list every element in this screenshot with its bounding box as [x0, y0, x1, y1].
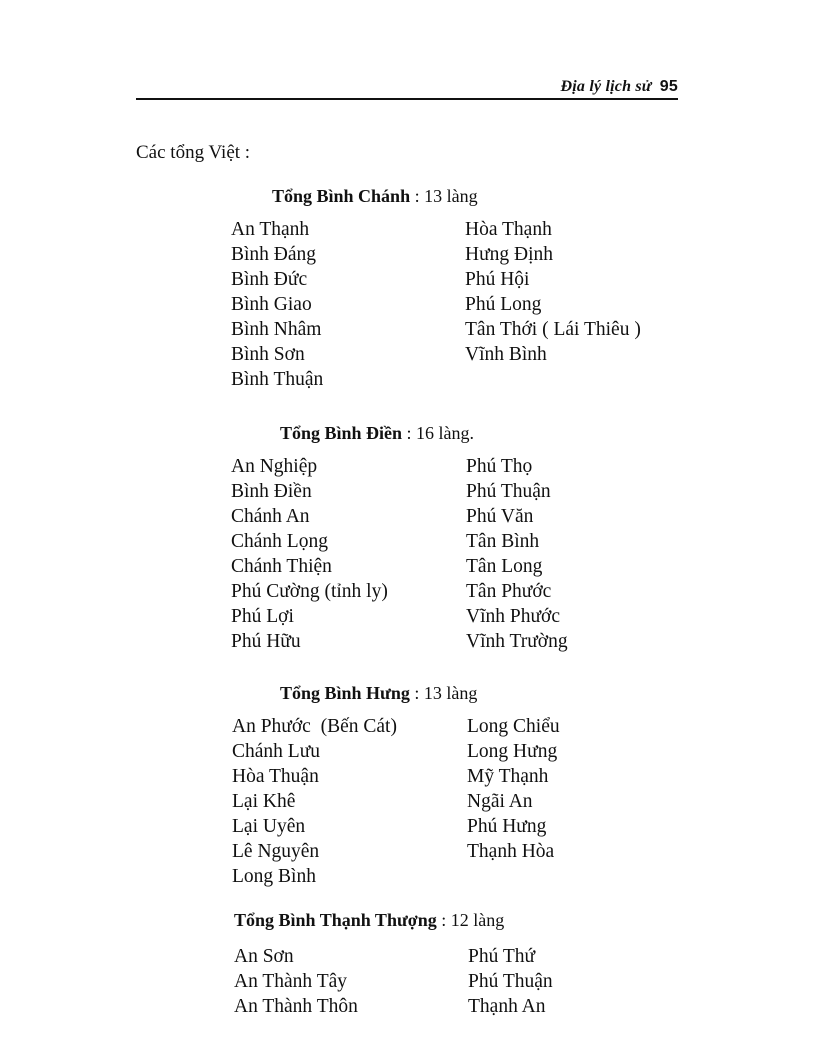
- list-item: Phú Thuận: [468, 971, 553, 992]
- list-item: Hòa Thuận: [232, 766, 319, 787]
- list-item: Mỹ Thạnh: [467, 766, 549, 787]
- group-name: Tổng Bình Hưng: [280, 683, 410, 703]
- list-item: Hưng Định: [465, 244, 554, 265]
- list-item: Phú Văn: [466, 506, 534, 527]
- list-item: Bình Đức: [231, 269, 308, 290]
- list-item: Phú Hưng: [467, 816, 547, 837]
- left-column: [232, 714, 397, 889]
- list-item: Hòa Thạnh: [465, 219, 552, 240]
- list-item: Long Hưng: [467, 741, 558, 762]
- group-count: : 12 làng: [436, 910, 505, 930]
- list-item: Bình Sơn: [231, 344, 305, 365]
- left-column: [234, 944, 358, 1019]
- list-item: Phú Thứ: [468, 946, 536, 967]
- list-item: Bình Đáng: [231, 244, 317, 265]
- list-item: Phú Lợi: [231, 606, 294, 627]
- list-item: An Thành Thôn: [234, 996, 358, 1017]
- group-title: [234, 910, 504, 931]
- list-item: Chánh Thiện: [231, 556, 332, 577]
- list-item: Tân Long: [466, 556, 543, 577]
- list-item: An Nghiệp: [231, 456, 318, 477]
- list-item: Phú Long: [465, 294, 542, 315]
- group-name: Tổng Bình Điền: [280, 423, 403, 443]
- list-item: An Sơn: [234, 946, 294, 967]
- list-item: Phú Hội: [465, 269, 530, 290]
- list-item: Phú Cường (tỉnh ly): [231, 581, 388, 602]
- list-item: Tân Thới ( Lái Thiêu ): [465, 319, 641, 340]
- list-item: Long Chiểu: [467, 716, 560, 737]
- list-item: An Thạnh: [231, 219, 310, 240]
- list-item: Bình Nhâm: [231, 319, 322, 340]
- group-count: : 16 làng.: [402, 423, 475, 443]
- right-column: [467, 714, 560, 864]
- page-number: 95: [659, 78, 678, 95]
- group-name: Tổng Bình Chánh: [272, 186, 411, 206]
- group-count: : 13 làng: [410, 186, 478, 206]
- list-item: Bình Giao: [231, 294, 312, 315]
- left-column: [231, 217, 323, 392]
- group-title: [280, 423, 474, 444]
- list-item: Vĩnh Phước: [466, 606, 561, 627]
- list-item: Chánh Lọng: [231, 531, 328, 552]
- list-item: An Thành Tây: [234, 971, 348, 992]
- page-header: [0, 76, 816, 106]
- list-item: Phú Hữu: [231, 631, 301, 652]
- header-rule: [136, 98, 678, 100]
- list-item: An Phước (Bến Cát): [232, 716, 397, 737]
- group-count: : 13 làng: [409, 683, 478, 703]
- list-item: Bình Điền: [231, 481, 312, 502]
- group-title: [280, 683, 477, 704]
- list-item: Ngãi An: [467, 791, 533, 812]
- right-column: [468, 944, 553, 1019]
- list-item: Lại Khê: [232, 791, 296, 812]
- list-item: Bình Thuận: [231, 369, 324, 390]
- list-item: Phú Thuận: [466, 481, 551, 502]
- left-column: [231, 454, 388, 654]
- list-item: Thạnh Hòa: [467, 841, 555, 862]
- list-item: Tân Bình: [466, 531, 540, 552]
- list-item: Lê Nguyên: [232, 841, 320, 862]
- running-title: [561, 78, 678, 96]
- intro-heading: Các tổng Việt :: [136, 142, 251, 163]
- right-column: [466, 454, 568, 654]
- group-name: Tổng Bình Thạnh Thượng: [234, 910, 437, 930]
- list-item: Chánh An: [231, 506, 310, 527]
- list-item: Vĩnh Trường: [466, 631, 568, 652]
- running-title-text: Địa lý lịch sử: [560, 78, 652, 95]
- right-column: [465, 217, 641, 367]
- list-item: Phú Thọ: [466, 456, 533, 477]
- list-item: Tân Phước: [466, 581, 552, 602]
- list-item: Chánh Lưu: [232, 741, 321, 762]
- list-item: Lại Uyên: [232, 816, 306, 837]
- list-item: Vĩnh Bình: [465, 344, 547, 365]
- group-title: [272, 186, 478, 207]
- list-item: Thạnh An: [468, 996, 546, 1017]
- list-item: Long Bình: [232, 866, 316, 887]
